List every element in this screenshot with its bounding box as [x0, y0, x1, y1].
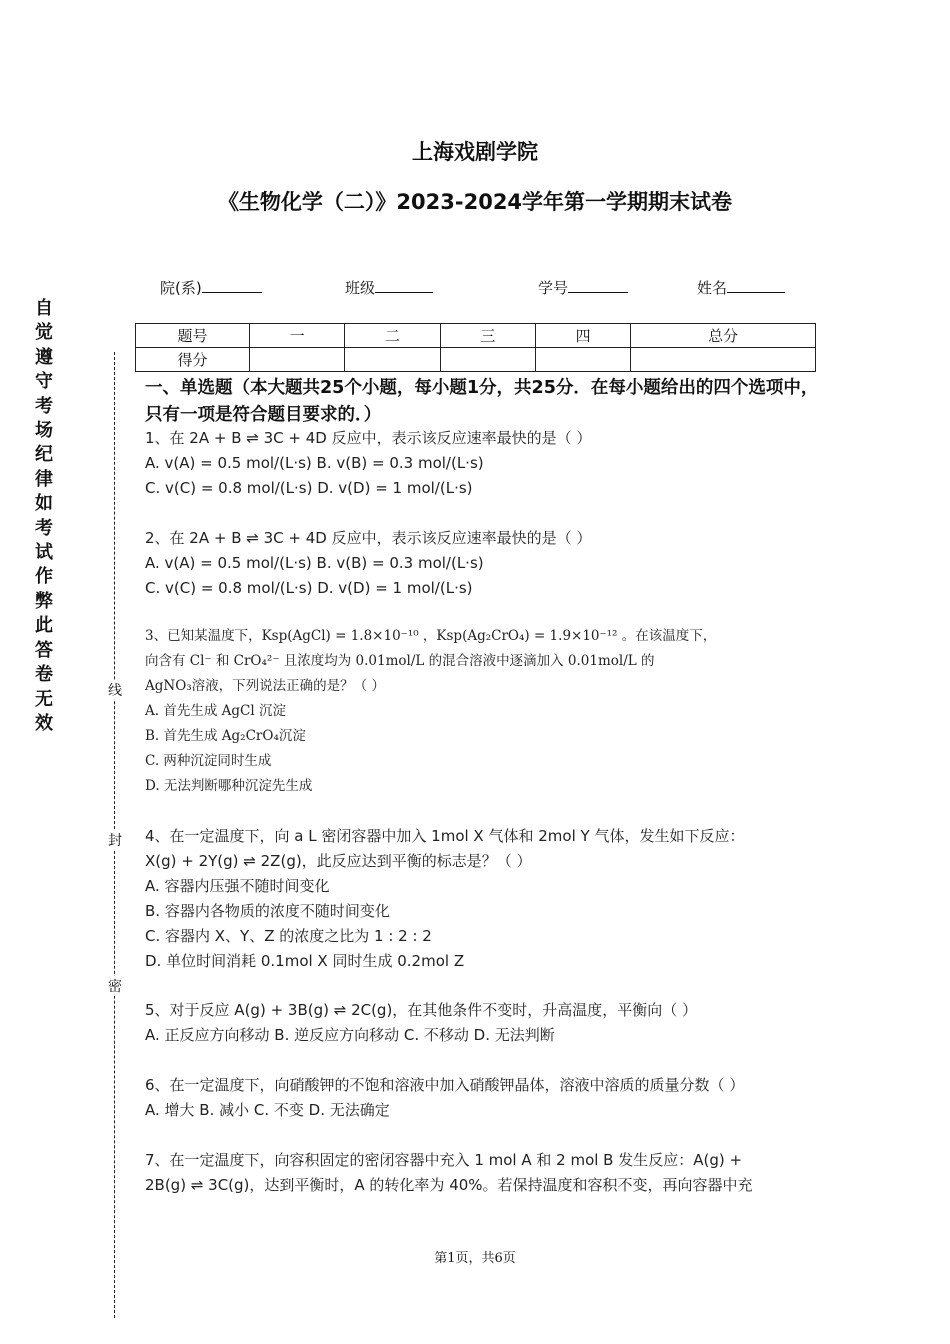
department-blank	[202, 278, 262, 293]
question-3	[145, 624, 825, 799]
student-id-field	[538, 277, 628, 298]
question-stem: 向含有 Cl⁻ 和 CrO₄²⁻ 且浓度均为 0.01mol/L 的混合溶液中逐滴加入 0.01mol/L 的	[145, 653, 655, 669]
notice-char: 如	[35, 493, 53, 515]
name-label: 姓名	[697, 279, 728, 297]
question-stem: 5、对于反应 A(g) + 3B(g) ⇌ 2C(g)，在其他条件不变时，升高温度，平衡向（ ）	[145, 1001, 698, 1019]
table-cell: 总分	[631, 324, 816, 348]
question-stem: 3、已知某温度下，Ksp(AgCl) = 1.8×10⁻¹⁰ ，Ksp(Ag₂CrO₄) = 1.9×10⁻¹² 。在该温度下，	[145, 628, 717, 644]
option-c: C. 两种沉淀同时生成	[145, 753, 272, 769]
option-b: B. 容器内各物质的浓度不随时间变化	[145, 902, 390, 920]
student-id-blank	[568, 278, 628, 293]
question-stem: X(g) + 2Y(g) ⇌ 2Z(g)，此反应达到平衡的标志是？（ ）	[145, 852, 532, 870]
score-table	[135, 323, 816, 372]
question-6	[145, 1073, 825, 1123]
notice-char: 场	[35, 420, 53, 442]
option-d: D. 无法判断哪种沉淀先生成	[145, 778, 313, 794]
table-cell: 三	[440, 324, 535, 348]
table-cell: 题号	[136, 324, 250, 348]
score-cell	[345, 348, 440, 372]
question-stem: 7、在一定温度下，向容积固定的密闭容器中充入 1 mol A 和 2 mol B 发生反应：A(g) +	[145, 1151, 743, 1169]
exam-title: 《生物化学（二）》2023-2024学年第一学期期末试卷	[217, 190, 733, 214]
question-options: A. 正反应方向移动 B. 逆反应方向移动 C. 不移动 D. 无法判断	[145, 1026, 555, 1044]
option-a: A. 容器内压强不随时间变化	[145, 877, 330, 895]
question-stem: 2B(g) ⇌ 3C(g)，达到平衡时，A 的转化率为 40%。若保持温度和容积不变，再向容器中充	[145, 1176, 753, 1194]
table-cell: 二	[345, 324, 440, 348]
name-blank	[727, 278, 785, 293]
binding-mark-seal: 封	[107, 830, 123, 850]
question-stem: AgNO₃溶液，下列说法正确的是？（ ）	[145, 678, 385, 694]
score-cell	[250, 348, 345, 372]
notice-char: 试	[35, 542, 53, 564]
class-label: 班级	[345, 279, 376, 297]
table-row	[136, 348, 816, 372]
binding-mark-secret: 密	[107, 976, 123, 996]
question-options: C. v(C) = 0.8 mol/(L·s) D. v(D) = 1 mol/(L·s)	[145, 579, 473, 597]
notice-char: 律	[35, 468, 53, 490]
question-7	[145, 1148, 825, 1198]
notice-char: 弊	[35, 590, 53, 612]
notice-char: 此	[35, 615, 53, 637]
department-label: 院(系)	[160, 279, 202, 297]
notice-char: 效	[35, 712, 53, 734]
notice-char: 卷	[35, 664, 53, 686]
question-stem: 6、在一定温度下，向硝酸钾的不饱和溶液中加入硝酸钾晶体，溶液中溶质的质量分数（ ）	[145, 1076, 745, 1094]
side-notice	[33, 297, 55, 736]
student-id-label: 学号	[538, 279, 569, 297]
class-blank	[375, 278, 433, 293]
option-d: D. 单位时间消耗 0.1mol X 同时生成 0.2mol Z	[145, 952, 465, 970]
binding-mark-line: 线	[107, 680, 123, 700]
notice-char: 守	[35, 371, 53, 393]
question-options: A. v(A) = 0.5 mol/(L·s) B. v(B) = 0.3 mol/(L·s)	[145, 454, 484, 472]
question-stem: 4、在一定温度下，向 a L 密闭容器中加入 1mol X 气体和 2mol Y 气体，发生如下反应：	[145, 827, 745, 845]
school-name: 上海戏剧学院	[412, 140, 538, 164]
notice-char: 纪	[35, 444, 53, 466]
table-cell: 一	[250, 324, 345, 348]
page-footer: 第1页，共6页	[434, 1251, 516, 1266]
option-c: C. 容器内 X、Y、Z 的浓度之比为 1 : 2 : 2	[145, 927, 432, 945]
option-a: A. 首先生成 AgCl 沉淀	[145, 703, 286, 719]
notice-char: 考	[35, 517, 53, 539]
notice-char: 自	[35, 298, 53, 319]
question-options: C. v(C) = 0.8 mol/(L·s) D. v(D) = 1 mol/(L·s)	[145, 479, 473, 497]
department-field	[160, 277, 262, 298]
question-stem: 2、在 2A + B ⇌ 3C + 4D 反应中，表示该反应速率最快的是（ ）	[145, 529, 592, 547]
notice-char: 觉	[35, 322, 53, 344]
question-5	[145, 998, 825, 1048]
question-options: A. v(A) = 0.5 mol/(L·s) B. v(B) = 0.3 mol/(L·s)	[145, 554, 484, 572]
score-cell	[631, 348, 816, 372]
name-field	[697, 277, 785, 298]
table-row	[136, 324, 816, 348]
table-cell: 得分	[136, 348, 250, 372]
section-title: 一、单选题（本大题共25个小题，每小题1分，共25分．在每小题给出的四个选项中，只有一项是符合题目要求的．）	[145, 378, 819, 425]
notice-char: 考	[35, 395, 53, 417]
question-options: A. 增大 B. 减小 C. 不变 D. 无法确定	[145, 1101, 390, 1119]
option-b: B. 首先生成 Ag₂CrO₄沉淀	[145, 728, 306, 744]
class-field	[345, 277, 433, 298]
notice-char: 无	[35, 688, 53, 710]
question-2	[145, 526, 825, 601]
question-stem: 1、在 2A + B ⇌ 3C + 4D 反应中，表示该反应速率最快的是（ ）	[145, 429, 592, 447]
table-cell: 四	[535, 324, 630, 348]
notice-char: 遵	[35, 346, 53, 368]
notice-char: 作	[35, 566, 53, 588]
question-4	[145, 824, 825, 974]
notice-char: 答	[35, 639, 53, 661]
question-1	[145, 426, 825, 501]
score-cell	[440, 348, 535, 372]
score-cell	[535, 348, 630, 372]
